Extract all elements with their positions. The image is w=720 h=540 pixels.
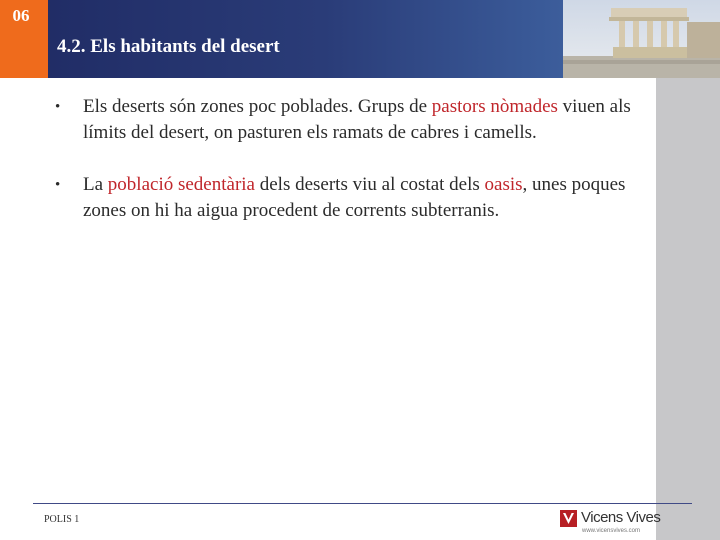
bullet-segment: La [83,174,108,195]
footer-label: POLIS 1 [44,514,80,525]
bullet-segment: , unes poques zones on hi ha aigua procedent de corrents subterranis. [83,174,626,221]
bullet-dot: • [55,99,61,115]
caryatid-porch-image [563,0,720,78]
bullet-segment: Els deserts són zones poc poblades. Grups de [83,96,432,117]
bullet-item [55,94,650,146]
slide-title: 4.2. Els habitants del desert [57,36,280,57]
highlighted-term: població sedentària [107,174,255,195]
bullet-segment: viuen als límits del desert, on pasturen els ramats de cabres i camells. [83,96,631,143]
footer-divider [33,503,692,504]
slide-content [55,94,650,224]
chapter-number: 06 [12,6,30,25]
chapter-badge [0,0,48,78]
logo-v-icon [560,510,577,527]
brand-name: Vicens Vives [581,509,661,526]
bullet-item [55,172,650,224]
publisher-logo [560,508,661,536]
bullet-text [83,174,625,221]
bullet-dot: • [55,177,61,193]
right-side-strip [656,78,720,540]
brand-url: www.vicensvives.com [582,528,641,534]
acropolis-photo [563,0,720,78]
highlighted-term: oasis [484,174,523,195]
bullet-text [83,96,631,143]
bullet-segment: dels deserts viu al costat dels [254,174,485,195]
highlighted-term: pastors nòmades [431,96,558,117]
